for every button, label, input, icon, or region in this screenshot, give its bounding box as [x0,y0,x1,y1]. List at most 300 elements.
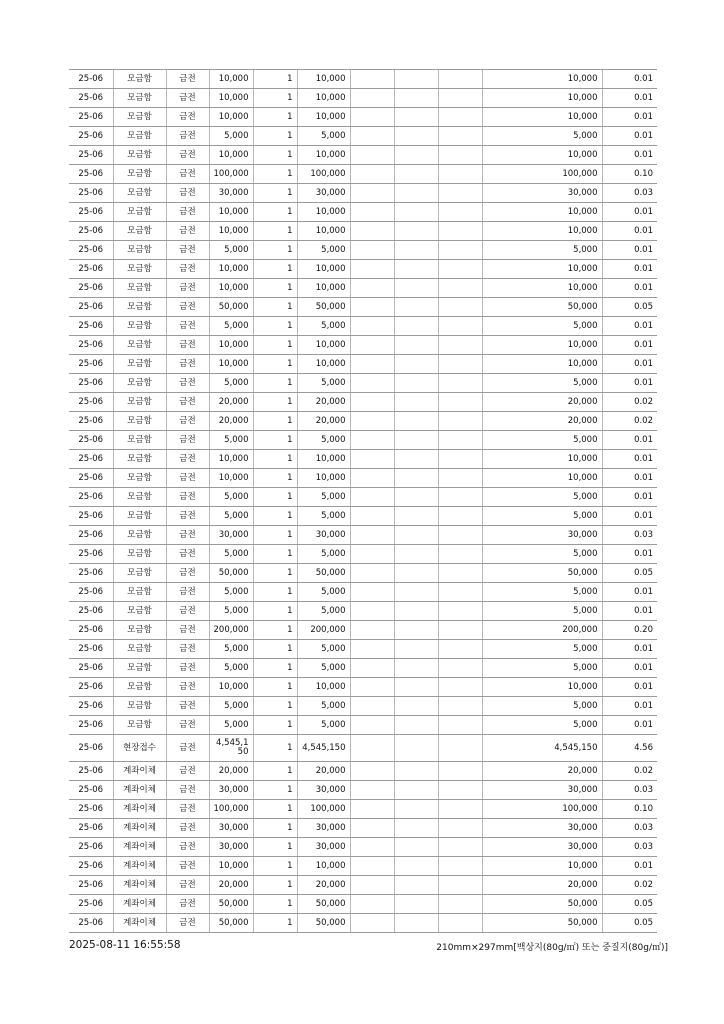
cell-total: 5,000 [482,640,602,659]
cell-total: 30,000 [482,819,602,838]
cell-unit-amount: 5,000 [209,431,253,450]
cell-ratio: 0.02 [602,876,657,895]
table-row [69,602,657,621]
cell-month: 25-06 [69,355,113,374]
cell-blank-b [394,640,438,659]
cell-unit-amount: 10,000 [209,70,253,89]
cell-blank-a [350,857,394,876]
cell-blank-b [394,203,438,222]
table-row [69,716,657,735]
cell-ratio: 0.02 [602,762,657,781]
cell-ratio: 0.03 [602,819,657,838]
cell-type: 금전 [166,640,209,659]
cell-count: 1 [253,678,297,697]
cell-count: 1 [253,526,297,545]
cell-blank-c [438,412,482,431]
cell-source: 모금함 [113,146,166,165]
cell-blank-b [394,895,438,914]
table-row [69,70,657,89]
cell-total: 30,000 [482,838,602,857]
cell-blank-b [394,89,438,108]
table-row [69,317,657,336]
cell-amount: 5,000 [297,317,350,336]
cell-total: 10,000 [482,260,602,279]
cell-blank-c [438,70,482,89]
cell-total: 5,000 [482,127,602,146]
cell-blank-c [438,735,482,762]
cell-unit-amount: 5,000 [209,127,253,146]
cell-blank-b [394,165,438,184]
cell-blank-b [394,412,438,431]
cell-blank-c [438,127,482,146]
cell-blank-c [438,697,482,716]
cell-blank-c [438,838,482,857]
table-row [69,374,657,393]
cell-count: 1 [253,241,297,260]
cell-unit-amount: 10,000 [209,857,253,876]
cell-unit-amount: 10,000 [209,279,253,298]
cell-month: 25-06 [69,602,113,621]
table-row [69,222,657,241]
cell-source: 모금함 [113,260,166,279]
cell-amount: 50,000 [297,298,350,317]
cell-amount: 20,000 [297,393,350,412]
cell-month: 25-06 [69,279,113,298]
cell-count: 1 [253,89,297,108]
cell-blank-a [350,678,394,697]
cell-source: 모금함 [113,165,166,184]
cell-total: 10,000 [482,203,602,222]
cell-blank-a [350,203,394,222]
cell-blank-c [438,819,482,838]
cell-type: 금전 [166,108,209,127]
table-row [69,393,657,412]
cell-amount: 10,000 [297,108,350,127]
cell-blank-b [394,602,438,621]
cell-source: 모금함 [113,564,166,583]
cell-blank-a [350,526,394,545]
cell-unit-amount: 30,000 [209,838,253,857]
table-row [69,914,657,933]
cell-blank-c [438,431,482,450]
cell-type: 금전 [166,914,209,933]
table-row [69,488,657,507]
table-row [69,564,657,583]
cell-type: 금전 [166,895,209,914]
cell-unit-amount: 20,000 [209,412,253,431]
cell-month: 25-06 [69,431,113,450]
cell-count: 1 [253,355,297,374]
cell-count: 1 [253,469,297,488]
cell-amount: 5,000 [297,488,350,507]
cell-blank-a [350,914,394,933]
cell-source: 계좌이체 [113,895,166,914]
cell-amount: 5,000 [297,431,350,450]
cell-count: 1 [253,184,297,203]
cell-blank-b [394,488,438,507]
cell-type: 금전 [166,355,209,374]
cell-unit-amount: 5,000 [209,488,253,507]
cell-source: 모금함 [113,374,166,393]
cell-unit-amount: 5,000 [209,716,253,735]
cell-ratio: 0.01 [602,355,657,374]
cell-blank-b [394,241,438,260]
cell-count: 1 [253,146,297,165]
cell-ratio: 0.01 [602,336,657,355]
cell-ratio: 0.01 [602,70,657,89]
cell-amount: 10,000 [297,857,350,876]
cell-unit-amount: 5,000 [209,241,253,260]
cell-blank-b [394,146,438,165]
cell-blank-b [394,876,438,895]
cell-blank-a [350,469,394,488]
cell-unit-amount: 30,000 [209,184,253,203]
cell-type: 금전 [166,564,209,583]
cell-total: 50,000 [482,564,602,583]
cell-blank-c [438,203,482,222]
cell-source: 모금함 [113,488,166,507]
cell-total: 20,000 [482,876,602,895]
cell-total: 4,545,150 [482,735,602,762]
cell-unit-amount: 10,000 [209,260,253,279]
cell-source: 모금함 [113,89,166,108]
cell-ratio: 0.01 [602,260,657,279]
cell-total: 5,000 [482,431,602,450]
cell-blank-b [394,545,438,564]
cell-total: 100,000 [482,800,602,819]
cell-ratio: 0.01 [602,127,657,146]
cell-ratio: 0.01 [602,241,657,260]
cell-amount: 10,000 [297,336,350,355]
cell-blank-b [394,716,438,735]
cell-blank-a [350,895,394,914]
cell-source: 모금함 [113,127,166,146]
cell-blank-b [394,355,438,374]
cell-amount: 10,000 [297,469,350,488]
cell-month: 25-06 [69,583,113,602]
cell-total: 5,000 [482,602,602,621]
cell-amount: 50,000 [297,564,350,583]
cell-month: 25-06 [69,838,113,857]
cell-month: 25-06 [69,260,113,279]
cell-blank-b [394,914,438,933]
cell-count: 1 [253,70,297,89]
cell-type: 금전 [166,336,209,355]
table-row [69,89,657,108]
cell-unit-amount: 50,000 [209,298,253,317]
cell-month: 25-06 [69,127,113,146]
table-row [69,857,657,876]
cell-count: 1 [253,127,297,146]
cell-ratio: 0.01 [602,146,657,165]
cell-blank-b [394,659,438,678]
cell-month: 25-06 [69,336,113,355]
cell-month: 25-06 [69,876,113,895]
cell-total: 200,000 [482,621,602,640]
cell-blank-c [438,564,482,583]
cell-source: 현장접수 [113,735,166,762]
cell-total: 10,000 [482,222,602,241]
cell-blank-c [438,876,482,895]
table-row [69,621,657,640]
cell-month: 25-06 [69,621,113,640]
cell-amount: 10,000 [297,355,350,374]
cell-total: 5,000 [482,507,602,526]
cell-unit-amount: 20,000 [209,762,253,781]
table-row [69,108,657,127]
cell-count: 1 [253,564,297,583]
cell-amount: 10,000 [297,260,350,279]
cell-unit-amount: 5,000 [209,507,253,526]
cell-total: 10,000 [482,450,602,469]
cell-count: 1 [253,108,297,127]
cell-type: 금전 [166,526,209,545]
cell-unit-amount: 30,000 [209,819,253,838]
cell-amount: 30,000 [297,526,350,545]
cell-count: 1 [253,819,297,838]
table-row [69,640,657,659]
cell-blank-a [350,89,394,108]
cell-blank-b [394,857,438,876]
cell-blank-a [350,412,394,431]
cell-unit-amount: 10,000 [209,336,253,355]
cell-unit-amount: 50,000 [209,895,253,914]
cell-unit-amount: 30,000 [209,781,253,800]
cell-blank-c [438,895,482,914]
cell-blank-c [438,222,482,241]
cell-blank-c [438,488,482,507]
cell-blank-c [438,279,482,298]
cell-month: 25-06 [69,450,113,469]
table-row [69,507,657,526]
cell-blank-c [438,336,482,355]
cell-month: 25-06 [69,735,113,762]
cell-blank-c [438,393,482,412]
cell-blank-c [438,716,482,735]
cell-blank-c [438,317,482,336]
cell-blank-c [438,678,482,697]
cell-source: 모금함 [113,545,166,564]
cell-amount: 10,000 [297,279,350,298]
cell-source: 모금함 [113,678,166,697]
cell-count: 1 [253,838,297,857]
cell-total: 20,000 [482,762,602,781]
cell-total: 30,000 [482,781,602,800]
cell-total: 100,000 [482,165,602,184]
cell-blank-b [394,621,438,640]
cell-blank-b [394,800,438,819]
cell-source: 모금함 [113,526,166,545]
cell-month: 25-06 [69,469,113,488]
cell-total: 30,000 [482,184,602,203]
cell-type: 금전 [166,781,209,800]
cell-amount: 30,000 [297,781,350,800]
cell-ratio: 0.01 [602,488,657,507]
donation-ledger-table [69,69,657,933]
cell-blank-c [438,800,482,819]
cell-amount: 5,000 [297,545,350,564]
cell-month: 25-06 [69,203,113,222]
cell-type: 금전 [166,716,209,735]
cell-ratio: 0.01 [602,450,657,469]
cell-blank-a [350,735,394,762]
cell-count: 1 [253,431,297,450]
cell-total: 5,000 [482,241,602,260]
cell-ratio: 0.01 [602,583,657,602]
cell-amount: 30,000 [297,838,350,857]
cell-blank-a [350,507,394,526]
cell-type: 금전 [166,374,209,393]
cell-source: 모금함 [113,621,166,640]
cell-unit-amount: 100,000 [209,800,253,819]
cell-total: 5,000 [482,697,602,716]
cell-blank-a [350,355,394,374]
cell-blank-b [394,317,438,336]
cell-blank-b [394,678,438,697]
cell-blank-a [350,781,394,800]
cell-unit-amount: 10,000 [209,203,253,222]
cell-unit-amount: 200,000 [209,621,253,640]
cell-source: 모금함 [113,716,166,735]
cell-blank-a [350,583,394,602]
cell-amount: 5,000 [297,716,350,735]
cell-unit-amount: 30,000 [209,526,253,545]
cell-month: 25-06 [69,640,113,659]
cell-source: 모금함 [113,241,166,260]
cell-type: 금전 [166,659,209,678]
cell-unit-amount: 5,000 [209,583,253,602]
cell-source: 모금함 [113,602,166,621]
cell-total: 10,000 [482,89,602,108]
cell-source: 모금함 [113,659,166,678]
cell-blank-a [350,488,394,507]
cell-ratio: 0.01 [602,203,657,222]
cell-type: 금전 [166,70,209,89]
table-row [69,127,657,146]
cell-type: 금전 [166,800,209,819]
cell-unit-amount: 50,000 [209,564,253,583]
cell-ratio: 0.03 [602,781,657,800]
table-row [69,895,657,914]
cell-total: 50,000 [482,298,602,317]
cell-blank-b [394,374,438,393]
cell-source: 모금함 [113,317,166,336]
table-row [69,697,657,716]
cell-total: 50,000 [482,914,602,933]
cell-blank-c [438,583,482,602]
cell-blank-a [350,241,394,260]
cell-type: 금전 [166,762,209,781]
table-row [69,336,657,355]
cell-blank-c [438,914,482,933]
cell-amount: 5,000 [297,640,350,659]
cell-ratio: 0.01 [602,697,657,716]
cell-blank-b [394,431,438,450]
cell-amount: 20,000 [297,762,350,781]
cell-source: 모금함 [113,393,166,412]
cell-total: 5,000 [482,488,602,507]
cell-count: 1 [253,876,297,895]
cell-unit-amount: 10,000 [209,678,253,697]
cell-amount: 5,000 [297,241,350,260]
cell-total: 5,000 [482,659,602,678]
cell-blank-b [394,222,438,241]
cell-amount: 20,000 [297,876,350,895]
cell-ratio: 0.10 [602,800,657,819]
cell-amount: 10,000 [297,222,350,241]
cell-month: 25-06 [69,108,113,127]
cell-blank-b [394,526,438,545]
cell-unit-amount: 20,000 [209,876,253,895]
cell-month: 25-06 [69,222,113,241]
cell-month: 25-06 [69,374,113,393]
cell-ratio: 0.20 [602,621,657,640]
cell-count: 1 [253,895,297,914]
cell-total: 10,000 [482,108,602,127]
cell-blank-c [438,857,482,876]
cell-count: 1 [253,781,297,800]
cell-blank-a [350,640,394,659]
table-row [69,469,657,488]
cell-count: 1 [253,716,297,735]
cell-source: 모금함 [113,298,166,317]
cell-total: 10,000 [482,336,602,355]
cell-blank-a [350,165,394,184]
cell-blank-c [438,659,482,678]
cell-month: 25-06 [69,241,113,260]
cell-ratio: 0.01 [602,89,657,108]
cell-unit-amount: 5,000 [209,374,253,393]
cell-source: 계좌이체 [113,819,166,838]
cell-unit-amount: 20,000 [209,393,253,412]
table-row [69,545,657,564]
cell-amount: 5,000 [297,374,350,393]
table-row [69,203,657,222]
cell-blank-b [394,336,438,355]
cell-count: 1 [253,374,297,393]
cell-blank-a [350,697,394,716]
cell-blank-a [350,374,394,393]
cell-count: 1 [253,602,297,621]
cell-month: 25-06 [69,393,113,412]
cell-unit-amount: 5,000 [209,640,253,659]
cell-ratio: 0.02 [602,393,657,412]
cell-blank-c [438,621,482,640]
cell-type: 금전 [166,431,209,450]
cell-blank-a [350,716,394,735]
cell-month: 25-06 [69,184,113,203]
cell-source: 모금함 [113,184,166,203]
cell-unit-amount: 10,000 [209,355,253,374]
cell-type: 금전 [166,222,209,241]
cell-blank-b [394,762,438,781]
cell-month: 25-06 [69,526,113,545]
cell-blank-b [394,127,438,146]
cell-type: 금전 [166,876,209,895]
cell-blank-c [438,89,482,108]
cell-blank-b [394,469,438,488]
cell-amount: 100,000 [297,165,350,184]
cell-amount: 10,000 [297,450,350,469]
cell-blank-a [350,564,394,583]
cell-source: 모금함 [113,108,166,127]
cell-blank-a [350,800,394,819]
cell-type: 금전 [166,89,209,108]
cell-count: 1 [253,659,297,678]
cell-blank-b [394,564,438,583]
cell-total: 10,000 [482,857,602,876]
cell-source: 모금함 [113,640,166,659]
